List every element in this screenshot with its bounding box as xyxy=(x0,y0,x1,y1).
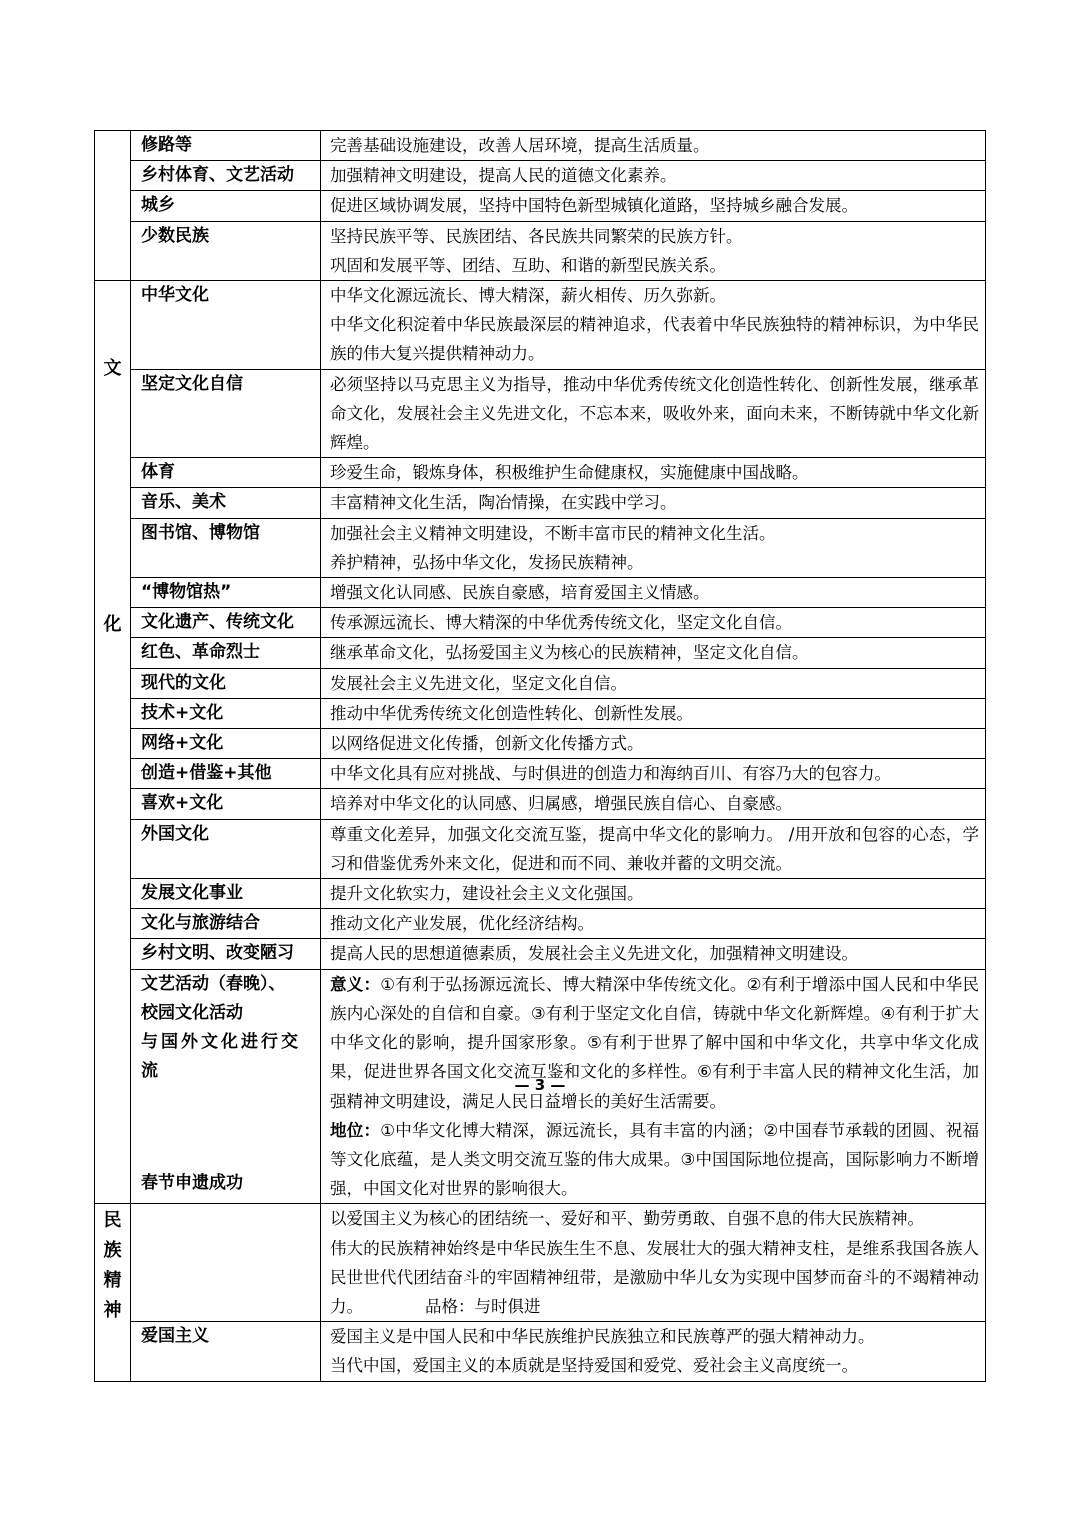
content-cell xyxy=(321,458,986,488)
topic-cell xyxy=(131,909,321,939)
table-row xyxy=(95,819,986,878)
meaning-label: 意义： xyxy=(330,974,381,994)
content-line: 养护精神，弘扬中华文化，发扬民族精神。 xyxy=(330,552,644,572)
table-row xyxy=(95,578,986,608)
topic-cell xyxy=(131,729,321,759)
content-cell xyxy=(321,161,986,191)
category-char: 化 xyxy=(103,614,122,636)
content-line: 推动文化产业发展，优化经济结构。 xyxy=(330,914,594,934)
topic-label: 文化遗产、传统文化 xyxy=(141,612,294,633)
topic-cell xyxy=(131,879,321,909)
content-cell xyxy=(321,909,986,939)
topic-cell xyxy=(131,131,321,161)
content-cell xyxy=(321,638,986,668)
content-line: 尊重文化差异，加强文化交流互鉴，提高中华文化的影响力。 /用开放和包容的心态，学习和借鉴优秀外来文化，促进和而不同、兼收并蓄的文明交流。 xyxy=(330,824,979,873)
table-row xyxy=(95,698,986,728)
meaning-text: ①有利于弘扬源远流长、博大精深中华传统文化。②有利于增添中国人民和中华民族内心深处的自信和自豪。③有利于坚定文化自信，铸就中华文化新辉煌。④有利于扩大中华文化的影响，提升国家形象。⑤有利于世界了解中国和中华文化，共享中华文化成果，促进世界各国文化交流互鉴和文化的多样性。⑥有利于丰富人民的精神文化生活，加强精神文明建设，满足人民日益增长的美好生活需要。 xyxy=(330,974,979,1111)
topic-cell xyxy=(131,698,321,728)
content-cell xyxy=(321,191,986,221)
content-line: 中华文化具有应对挑战、与时俱进的创造力和海纳百川、有容乃大的包容力。 xyxy=(330,764,891,784)
content-cell xyxy=(321,819,986,878)
table-row xyxy=(95,131,986,161)
topic-label: 中华文化 xyxy=(141,285,209,306)
topic-cell xyxy=(131,638,321,668)
category-cell-culture xyxy=(95,281,131,1204)
table-row xyxy=(95,608,986,638)
topic-label: 少数民族 xyxy=(141,225,209,246)
summary-table-body xyxy=(95,131,986,1382)
table-row xyxy=(95,221,986,280)
quality-text: 品格：与时俱进 xyxy=(425,1296,541,1316)
topic-cell xyxy=(131,789,321,819)
content-paragraph xyxy=(330,1116,979,1204)
content-cell xyxy=(321,789,986,819)
topic-label: 春节申遗成功 xyxy=(141,1172,243,1193)
topic-cell xyxy=(131,518,321,577)
topic-cell xyxy=(131,578,321,608)
category-spacer xyxy=(95,384,130,610)
table-row xyxy=(95,638,986,668)
table-row xyxy=(95,789,986,819)
topic-label: 外国文化 xyxy=(141,823,209,844)
category-char: 文 xyxy=(103,358,122,380)
table-row xyxy=(95,729,986,759)
table-row xyxy=(95,161,986,191)
table-row-patriotism xyxy=(95,1322,986,1381)
topic-label: 修路等 xyxy=(141,135,192,155)
topic-label: 创造+借鉴+其他 xyxy=(141,763,272,784)
content-line: 必须坚持以马克思主义为指导，推动中华优秀传统文化创造性转化、创新性发展，继承革命文化，发展社会主义先进文化，不忘本来，吸收外来，面向未来，不断铸就中华文化新辉煌。 xyxy=(330,374,979,453)
content-cell xyxy=(321,518,986,577)
category-cell-blank xyxy=(95,131,131,281)
table-row xyxy=(95,369,986,458)
status-label: 地位： xyxy=(330,1120,381,1140)
content-cell xyxy=(321,939,986,969)
topic-cell xyxy=(131,819,321,878)
content-line: 完善基础设施建设，改善人居环境，提高生活质量。 xyxy=(330,136,710,155)
topic-label: 与国外文化进行交流 xyxy=(141,1032,301,1082)
content-line: 促进区域协调发展，坚持中国特色新型城镇化道路，坚持城乡融合发展。 xyxy=(330,196,858,216)
table-row xyxy=(95,879,986,909)
content-line: 加强精神文明建设，提高人民的道德文化素养。 xyxy=(330,166,677,186)
table-row xyxy=(95,281,986,370)
topic-label: 图书馆、博物馆 xyxy=(141,522,260,543)
topic-cell xyxy=(131,488,321,518)
topic-cell-empty xyxy=(131,1204,321,1322)
content-cell xyxy=(321,1204,986,1322)
content-cell xyxy=(321,668,986,698)
content-line: 培养对中华文化的认同感、归属感，增强民族自信心、自豪感。 xyxy=(330,794,792,814)
topic-label: 喜欢+文化 xyxy=(141,793,224,814)
content-cell xyxy=(321,221,986,280)
topic-label: 文艺活动（春晚）、 xyxy=(141,973,286,994)
table-row xyxy=(95,518,986,577)
content-line: 提高人民的思想道德素质，发展社会主义先进文化，加强精神文明建设。 xyxy=(330,944,858,964)
status-text: ①中华文化博大精深，源远流长，具有丰富的内涵；②中国春节承载的团圆、祝福等文化底蕴，是人类文明交流互鉴的伟大成果。③中国国际地位提高，国际影响力不断增强，中国文化对世界的影响很大。 xyxy=(330,1120,979,1199)
category-cell-spirit xyxy=(95,1204,131,1381)
content-cell xyxy=(321,578,986,608)
table-row xyxy=(95,909,986,939)
content-line: 丰富精神文化生活，陶冶情操，在实践中学习。 xyxy=(330,493,677,513)
category-char: 民 xyxy=(103,1210,122,1232)
content-line: 传承源远流长、博大精深的中华优秀传统文化，坚定文化自信。 xyxy=(330,613,792,633)
topic-label: 坚定文化自信 xyxy=(141,373,243,394)
content-line: 继承革命文化，弘扬爱国主义为核心的民族精神，坚定文化自信。 xyxy=(330,643,809,663)
topic-cell xyxy=(131,221,321,280)
content-line: 当代中国，爱国主义的本质就是坚持爱国和爱党、爱社会主义高度统一。 xyxy=(330,1356,858,1376)
table-row xyxy=(95,668,986,698)
content-line: 发展社会主义先进文化，坚定文化自信。 xyxy=(330,673,627,693)
content-cell xyxy=(321,729,986,759)
topic-cell xyxy=(131,458,321,488)
content-cell xyxy=(321,879,986,909)
summary-table xyxy=(94,130,986,1382)
content-line: 以网络促进文化传播，创新文化传播方式。 xyxy=(330,734,644,754)
content-line: 珍爱生命，锻炼身体，积极维护生命健康权，实施健康中国战略。 xyxy=(330,463,809,483)
table-row xyxy=(95,191,986,221)
content-cell xyxy=(321,759,986,789)
content-cell xyxy=(321,698,986,728)
content-line: 提升文化软实力，建设社会主义文化强国。 xyxy=(330,884,644,904)
table-row xyxy=(95,759,986,789)
topic-label: 现代的文化 xyxy=(141,672,226,693)
content-cell xyxy=(321,281,986,370)
content-line xyxy=(330,1234,979,1322)
topic-label: 城乡 xyxy=(141,195,175,216)
table-row xyxy=(95,458,986,488)
category-char: 精 xyxy=(103,1270,122,1292)
topic-label: 爱国主义 xyxy=(141,1326,209,1347)
topic-label: 乡村文明、改变陋习 xyxy=(141,943,294,964)
content-line: 中华文化源远流长、博大精深，薪火相传、历久弥新。 xyxy=(330,286,726,306)
content-line: 巩固和发展平等、团结、互助、和谐的新型民族关系。 xyxy=(330,255,726,275)
topic-label: 文化与旅游结合 xyxy=(141,913,260,934)
topic-cell xyxy=(131,191,321,221)
topic-cell xyxy=(131,939,321,969)
topic-label: 乡村体育、文艺活动 xyxy=(141,165,294,186)
content-line: 爱国主义是中国人民和中华民族维护民族独立和民族尊严的强大精神动力。 xyxy=(330,1327,875,1347)
topic-label: 网络+文化 xyxy=(141,733,224,754)
content-line: 坚持民族平等、民族团结、各民族共同繁荣的民族方针。 xyxy=(330,226,743,246)
category-char: 神 xyxy=(103,1300,122,1322)
topic-label: 红色、革命烈士 xyxy=(141,642,260,663)
table-row xyxy=(95,488,986,518)
topic-cell xyxy=(131,608,321,638)
topic-cell xyxy=(131,161,321,191)
topic-label: 技术+文化 xyxy=(141,702,224,723)
topic-cell xyxy=(131,281,321,370)
topic-label: “博物馆热” xyxy=(141,582,232,603)
content-cell xyxy=(321,131,986,161)
content-cell xyxy=(321,608,986,638)
topic-cell xyxy=(131,668,321,698)
content-line: 以爱国主义为核心的团结统一、爱好和平、勤劳勇敢、自强不息的伟大民族精神。 xyxy=(330,1209,924,1229)
page-number: — 3 — xyxy=(514,1076,566,1094)
topic-spacer xyxy=(141,1087,314,1169)
category-char: 族 xyxy=(103,1240,122,1262)
content-line: 中华文化积淀着中华民族最深层的精神追求，代表着中华民族独特的精神标识，为中华民族的伟大复兴提供精神动力。 xyxy=(330,315,979,364)
content-line: 加强社会主义精神文明建设，不断丰富市民的精神文化生活。 xyxy=(330,523,776,543)
content-cell xyxy=(321,369,986,458)
topic-label: 音乐、美术 xyxy=(141,492,226,513)
content-cell xyxy=(321,488,986,518)
spirit-text: 伟大的民族精神始终是中华民族生生不息、发展壮大的强大精神支柱，是维系我国各族人民世世代代团结奋斗的牢固精神纽带，是激励中华儿女为实现中国梦而奋斗的不竭精神动力。 xyxy=(330,1238,979,1316)
content-line: 增强文化认同感、民族自豪感，培育爱国主义情感。 xyxy=(330,583,710,603)
content-cell xyxy=(321,1322,986,1381)
topic-cell xyxy=(131,759,321,789)
content-line: 推动中华优秀传统文化创造性转化、创新性发展。 xyxy=(330,703,693,723)
table-row-spirit xyxy=(95,1204,986,1322)
topic-label: 体育 xyxy=(141,462,175,483)
table-row xyxy=(95,939,986,969)
topic-cell xyxy=(131,369,321,458)
topic-label: 发展文化事业 xyxy=(141,883,243,904)
topic-label: 校园文化活动 xyxy=(141,1002,243,1023)
topic-cell xyxy=(131,1322,321,1381)
summary-table-wrapper xyxy=(94,130,985,1382)
